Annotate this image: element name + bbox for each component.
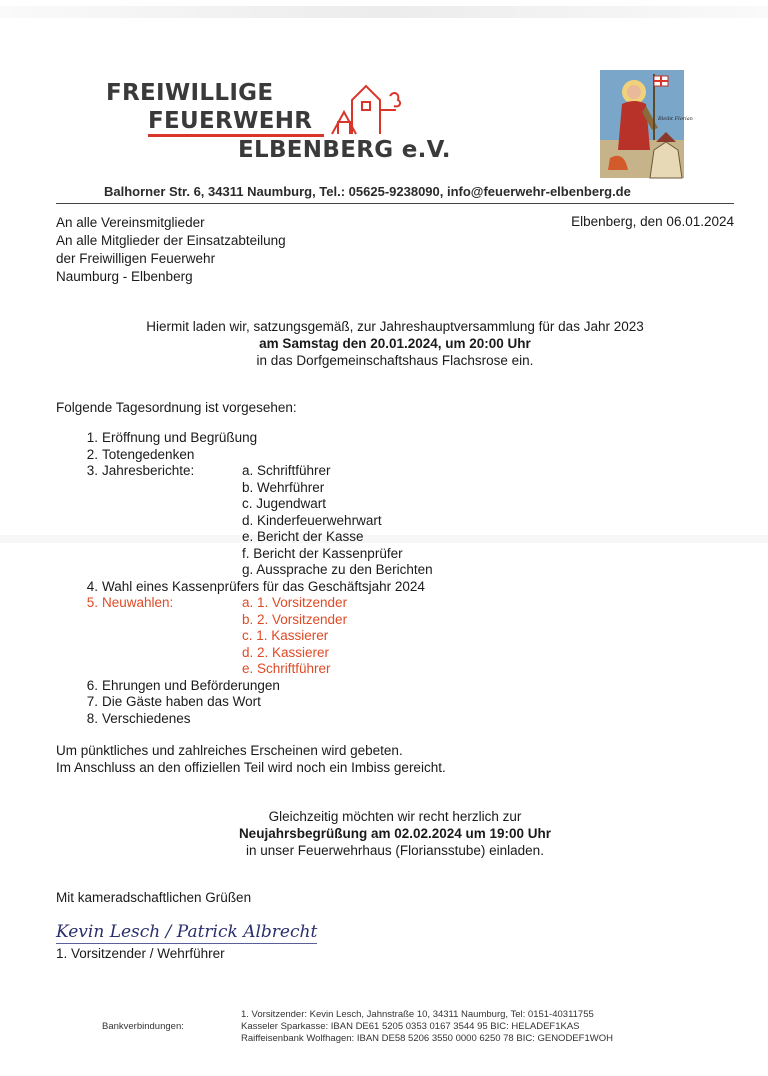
agenda-subitem: d. 2. Kassierer xyxy=(242,644,330,660)
agenda-number: 7. xyxy=(86,694,98,709)
footer-line: 1. Vorsitzender: Kevin Lesch, Jahnstraße 10, 34311 Naumburg, Tel: 0151-40311755 xyxy=(241,1009,594,1020)
scan-artifact xyxy=(0,535,768,543)
agenda-label: Jahresberichte: xyxy=(102,463,195,478)
footer-line: Raiffeisenbank Wolfhagen: IBAN DE58 5206 3550 0000 6250 78 BIC: GENODEF1WOH xyxy=(241,1033,613,1044)
agenda-number: 8. xyxy=(86,710,98,726)
scan-artifact xyxy=(0,6,768,18)
agenda-number: 4. xyxy=(86,578,98,594)
agenda-subitem: e. Schriftführer xyxy=(242,661,331,676)
recipient-line: der Freiwilligen Feuerwehr xyxy=(56,251,216,266)
footer-line: Kasseler Sparkasse: IBAN DE61 5205 0353 0167 3544 95 BIC: HELADEF1KAS xyxy=(241,1021,580,1032)
greeting: Mit kameradschaftlichen Grüßen xyxy=(56,890,252,905)
place-date: Elbenberg, den 06.01.2024 xyxy=(571,214,734,229)
agenda-number: 1. xyxy=(86,430,98,445)
newyear-line: Gleichzeitig möchten wir recht herzlich zur xyxy=(268,809,522,824)
agenda-number: 2. xyxy=(86,446,98,462)
agenda-subitem: b. Wehrführer xyxy=(242,479,325,495)
saint-image-caption: Bleibt Florian xyxy=(658,116,693,122)
agenda-label: Totengedenken xyxy=(102,446,195,462)
invitation-block xyxy=(56,318,734,369)
header-divider xyxy=(56,203,734,204)
newyear-date: Neujahrsbegrüßung am 02.02.2024 um 19:00 Uhr xyxy=(238,826,552,841)
agenda-label: Verschiedenes xyxy=(102,710,191,726)
agenda-label: Eröffnung und Begrüßung xyxy=(102,430,258,445)
agenda-subitem: d. Kinderfeuerwehrwart xyxy=(242,512,382,528)
logo-line-2: FEUERWEHR xyxy=(148,108,313,134)
agenda-label: Ehrungen und Beförderungen xyxy=(102,677,280,693)
agenda-subitem: c. Jugendwart xyxy=(242,496,327,511)
saint-florian-image xyxy=(600,70,693,178)
agenda-label: Neuwahlen: xyxy=(102,595,174,610)
agenda-subitem: f. Bericht der Kassenprüfer xyxy=(242,545,403,561)
agenda-subitem: e. Bericht der Kasse xyxy=(242,529,364,544)
agenda-number: 3. xyxy=(86,463,98,478)
agenda-label: Die Gäste haben das Wort xyxy=(102,694,261,709)
agenda-intro: Folgende Tagesordnung ist vorgesehen: xyxy=(56,400,297,415)
agenda-subitem: b. 2. Vorsitzender xyxy=(242,611,348,627)
recipient-line: An alle Mitglieder der Einsatzabteilung xyxy=(56,233,286,248)
bank-label: Bankverbindungen: xyxy=(102,1021,184,1032)
recipient-line: An alle Vereinsmitglieder xyxy=(56,215,205,230)
agenda-number: 5. xyxy=(86,595,98,610)
meeting-location: in das Dorfgemeinschaftshaus Flachsrose ein. xyxy=(256,353,534,368)
signature: Kevin Lesch / Patrick Albrecht xyxy=(56,922,318,942)
closing-block xyxy=(56,742,446,776)
fire-station-logo-icon xyxy=(330,82,410,138)
logo-line-3: ELBENBERG e.V. xyxy=(238,137,451,163)
newyear-block xyxy=(56,808,734,859)
closing-line: Um pünktliches und zahlreiches Erscheinen wird gebeten. xyxy=(56,743,403,758)
agenda-subitem: a. 1. Vorsitzender xyxy=(242,595,348,610)
meeting-date: am Samstag den 20.01.2024, um 20:00 Uhr xyxy=(259,336,531,351)
agenda-subitem: c. 1. Kassierer xyxy=(242,628,329,643)
agenda-number: 6. xyxy=(86,677,98,693)
agenda-subitem: a. Schriftführer xyxy=(242,463,331,478)
recipient-line: Naumburg - Elbenberg xyxy=(56,269,193,284)
footer-details xyxy=(241,1009,613,1045)
recipients-block xyxy=(56,214,286,286)
closing-line: Im Anschluss an den offiziellen Teil wird noch ein Imbiss gereicht. xyxy=(56,760,446,775)
logo-line-1: FREIWILLIGE xyxy=(106,80,274,106)
agenda-label: Wahl eines Kassenprüfers für das Geschäftsjahr 2024 xyxy=(102,578,425,594)
saint-florian-icon xyxy=(600,70,693,178)
signature-role: 1. Vorsitzender / Wehrführer xyxy=(56,946,225,961)
newyear-line: in unser Feuerwehrhaus (Floriansstube) einladen. xyxy=(246,843,544,858)
invitation-line: Hiermit laden wir, satzungsgemäß, zur Jahreshauptversammlung für das Jahr 2023 xyxy=(146,319,644,334)
header-address: Balhorner Str. 6, 34311 Naumburg, Tel.: 05625-9238090, info@feuerwehr-elbenberg.de xyxy=(104,184,631,199)
agenda-subitem: g. Aussprache zu den Berichten xyxy=(242,562,433,577)
